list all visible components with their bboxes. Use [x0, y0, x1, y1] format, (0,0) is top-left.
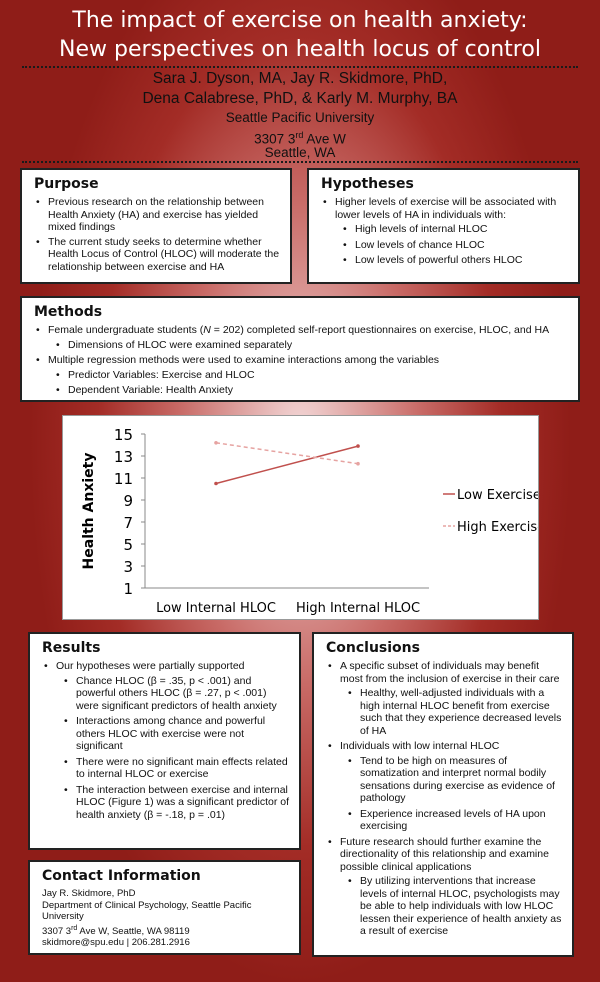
contact-email-phone: skidmore@spu.edu | 206.281.2916 — [42, 937, 190, 949]
y-tick-label: 9 — [123, 492, 133, 510]
university: Seattle Pacific University — [225, 110, 375, 125]
contact-dept: Department of Clinical Psychology, Seattle Pacific University — [42, 899, 252, 922]
contact-name: Jay R. Skidmore, PhD — [42, 888, 136, 899]
conclusions-heading: Conclusions — [326, 640, 420, 656]
authors-line2: Dena Calabrese, PhD, & Karly M. Murphy, BA — [142, 90, 458, 107]
conclusions-subitem: • Healthy, well-adjusted individuals with a high internal HLOC benefit from exercise such that they experience decreased levels of HA — [360, 687, 562, 737]
contact-heading: Contact Information — [42, 868, 201, 884]
results-subitem: • The interaction between exercise and internal HLOC (Figure 1) was a significant predictor of health anxiety (β = -.18, p = .01) — [76, 784, 289, 822]
series-line — [216, 446, 358, 483]
purpose-item: • Previous research on the relationship between Health Anxiety (HA) and exercise has yielded mixed findings — [48, 196, 280, 234]
results-item: • Our hypotheses were partially supported • Chance HLOC (β = .35, p < .001) and powerful others HLOC (β = .27, p < .001) were significant predictors of health anxiety • Interactions among chance and powerful others HLOC with exercise were not significant • There were no significant main effects related to internal HLOC or exercise • The interaction between exercise and internal HLOC (Figure 1) was a significant predictor of health anxiety (β = -.18, p = .01) — [56, 660, 289, 821]
interaction-line-chart — [63, 416, 538, 619]
purpose-heading: Purpose — [34, 176, 99, 192]
series-line — [216, 443, 358, 464]
legend-label: High Exercise — [457, 520, 538, 535]
y-tick-label: 5 — [123, 536, 133, 554]
y-tick-label: 7 — [123, 514, 133, 532]
y-tick-label: 15 — [113, 426, 133, 444]
conclusions-item: • Future research should further examine the directionality of this relationship and examine possible clinical applications • By utilizing interventions that increase levels of internal HLOC, psychologists may be able to help individuals with low HLOC lessen their experience of health anxiety as a result of exercise — [340, 836, 562, 938]
methods-subitem: • Dependent Variable: Health Anxiety — [68, 384, 568, 397]
data-point — [214, 441, 218, 445]
results-subitem: • Chance HLOC (β = .35, p < .001) and powerful others HLOC (β = .27, p < .001) were significant predictors of health anxiety — [76, 675, 289, 713]
authors-line1: Sara J. Dyson, MA, Jay R. Skidmore, PhD, — [152, 70, 448, 87]
y-tick-label: 1 — [123, 580, 133, 598]
poster-title-line1: The impact of exercise on health anxiety: — [72, 8, 528, 33]
results-heading: Results — [42, 640, 101, 656]
conclusions-subitem: • By utilizing interventions that increase levels of internal HLOC, psychologists may be able to help individuals with low HLOC lessen their experience of health anxiety as a result of exercise — [360, 875, 562, 938]
methods-subitem: • Dimensions of HLOC were examined separately — [68, 339, 568, 352]
methods-subitem: • Predictor Variables: Exercise and HLOC — [68, 369, 568, 382]
hypotheses-heading: Hypotheses — [321, 176, 414, 192]
divider-bottom — [22, 161, 578, 163]
legend-label: Low Exercise — [457, 488, 538, 503]
contact-address: 3307 3rd Ave W, Seattle, WA 98119 — [42, 924, 190, 937]
conclusions-item: • A specific subset of individuals may benefit most from the inclusion of exercise in their care • Healthy, well-adjusted individuals with a high internal HLOC benefit from exercise such that they experience decreased levels of HA — [340, 660, 562, 737]
conclusions-subitem: • Experience increased levels of HA upon exercising — [360, 808, 562, 833]
divider-top — [22, 66, 578, 68]
purpose-box — [20, 168, 292, 284]
y-tick-label: 11 — [113, 470, 133, 488]
poster-title-line2: New perspectives on health locus of control — [59, 37, 541, 62]
hypotheses-box — [307, 168, 580, 284]
figure-1-chart — [62, 415, 539, 620]
hypothesis-subitem: • Low levels of chance HLOC — [355, 239, 568, 252]
conclusions-subitem: • Tend to be high on measures of somatization and interpret normal bodily sensations during exercise as evidence of pathology — [360, 755, 562, 805]
hypothesis-subitem: • Low levels of powerful others HLOC — [355, 254, 568, 267]
city: Seattle, WA — [264, 145, 336, 160]
results-subitem: • There were no significant main effects related to internal HLOC or exercise — [76, 756, 289, 781]
contact-box — [28, 860, 301, 955]
data-point — [356, 462, 360, 466]
data-point — [214, 482, 218, 486]
results-box — [28, 632, 301, 850]
purpose-item: • The current study seeks to determine whether Health Locus of Control (HLOC) will moderate the relationship between exercise and HA — [48, 236, 280, 274]
conclusions-box — [312, 632, 574, 957]
methods-item: • Multiple regression methods were used to examine interactions among the variables • Predictor Variables: Exercise and HLOC • Dependent Variable: Health Anxiety — [48, 354, 568, 397]
hypothesis-intro: • Higher levels of exercise will be associated with lower levels of HA in individuals with: • High levels of internal HLOC • Low levels of chance HLOC • Low levels of powerful others HLOC — [335, 196, 568, 267]
methods-heading: Methods — [34, 304, 103, 320]
address: 3307 3rd Ave W — [254, 130, 346, 147]
y-tick-label: 3 — [123, 558, 133, 576]
x-tick-label: Low Internal HLOC — [156, 601, 276, 616]
y-axis-label: Health Anxiety — [81, 452, 97, 570]
y-tick-label: 13 — [113, 448, 133, 466]
methods-box — [20, 296, 580, 402]
hypothesis-subitem: • High levels of internal HLOC — [355, 223, 568, 236]
methods-item: • Female undergraduate students (N = 202) completed self-report questionnaires on exercise, HLOC, and HA • Dimensions of HLOC were examined separately — [48, 324, 568, 351]
x-tick-label: High Internal HLOC — [295, 601, 421, 616]
results-subitem: • Interactions among chance and powerful others HLOC with exercise were not significant — [76, 715, 289, 753]
data-point — [356, 444, 360, 448]
conclusions-item: • Individuals with low internal HLOC • Tend to be high on measures of somatization and interpret normal bodily sensations during exercise as evidence of pathology • Experience increased levels of HA upon exercising — [340, 740, 562, 833]
